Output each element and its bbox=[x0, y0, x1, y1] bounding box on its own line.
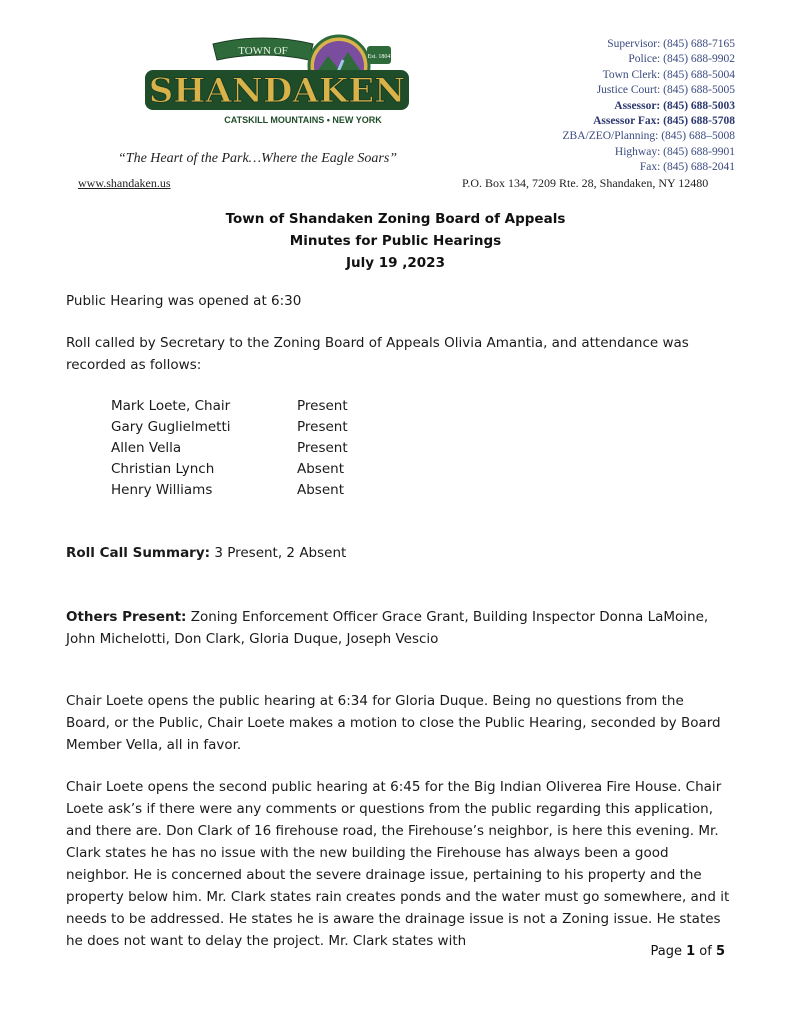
member-name: Henry Williams bbox=[111, 482, 213, 498]
contact-line: Assessor Fax: (845) 688-5708 bbox=[593, 115, 735, 128]
logo-est-text: Est. 1804 bbox=[367, 54, 391, 60]
page-total: 5 bbox=[715, 944, 725, 959]
contact-line: Supervisor: (845) 688-7165 bbox=[607, 38, 735, 50]
title-line-board: Town of Shandaken Zoning Board of Appeals bbox=[225, 211, 566, 227]
logo-banner-text: TOWN OF bbox=[238, 45, 288, 57]
member-name: Gary Guglielmetti bbox=[111, 419, 231, 435]
roll-call-summary bbox=[66, 542, 732, 564]
town-tagline: “The Heart of the Park…Where the Eagle Soars” bbox=[118, 151, 398, 166]
member-status: Present bbox=[297, 398, 348, 414]
website-link[interactable]: www.shandaken.us bbox=[78, 176, 171, 190]
attendance-row bbox=[111, 458, 417, 479]
logo-name: SHANDAKEN bbox=[148, 71, 406, 111]
others-present-label: Others Present: bbox=[66, 609, 187, 625]
attendance-row bbox=[111, 395, 417, 416]
contact-line: Highway: (845) 688-9901 bbox=[614, 145, 735, 158]
document-title bbox=[0, 208, 791, 274]
others-present bbox=[66, 606, 732, 650]
member-name: Christian Lynch bbox=[111, 461, 215, 477]
member-name: Mark Loete, Chair bbox=[111, 398, 231, 414]
attendance-list bbox=[111, 395, 417, 500]
page-number bbox=[651, 944, 726, 959]
member-status: Absent bbox=[297, 461, 344, 477]
roll-summary-value: 3 Present, 2 Absent bbox=[210, 545, 347, 561]
roll-intro: Roll called by Secretary to the Zoning Board of Appeals Olivia Amantia, and attendance was recorded as follows: bbox=[66, 335, 689, 373]
contact-line: Assessor: (845) 688-5003 bbox=[614, 99, 735, 112]
title-line-minutes: Minutes for Public Hearings bbox=[289, 233, 502, 249]
attendance-row bbox=[111, 479, 417, 500]
contact-line: Justice Court: (845) 688-5005 bbox=[596, 84, 735, 97]
title-line-date: July 19 ,2023 bbox=[346, 255, 445, 271]
town-logo bbox=[143, 30, 411, 130]
member-status: Present bbox=[297, 440, 348, 456]
others-present-value: Zoning Enforcement Officer Grace Grant, Building Inspector Donna LaMoine, John Michelotti, Don Clark, Gloria Duque, Joseph Vescio bbox=[66, 609, 709, 647]
page-current: 1 bbox=[686, 944, 696, 959]
paragraph-first-hearing: Chair Loete opens the public hearing at 6:34 for Gloria Duque. Being no questions from the Board, or the Public, Chair Loete makes a motion to close the Public Hearing, seconded by Board Member Vella, all in favor. bbox=[66, 693, 721, 753]
contact-line: Police: (845) 688-9902 bbox=[628, 53, 735, 66]
contact-list bbox=[475, 37, 735, 176]
attendance-row bbox=[111, 437, 417, 458]
contact-line: ZBA/ZEO/Planning: (845) 688–5008 bbox=[562, 130, 735, 143]
opening-statement: Public Hearing was opened at 6:30 bbox=[66, 293, 302, 309]
mailing-address: P.O. Box 134, 7209 Rte. 28, Shandaken, NY 12480 bbox=[462, 176, 709, 190]
paragraph-second-hearing: Chair Loete opens the second public hearing at 6:45 for the Big Indian Oliverea Fire House. Chair Loete ask’s if there were any comments or questions from the public regarding this application, and there are. Don Clark of 16 firehouse road, the Firehouse’s neighbor, is here this evening. Mr. Clark states he has no issue with the new building the Firehouse has always been a good neighbor. He is concerned about the severe drainage issue, pertaining to his property and the property below him. Mr. Clark states rain creates ponds and the water must go somewhere, and it needs to be addressed. He states he is aware the drainage issue is not a Zoning issue. He states he does not want to delay the project. Mr. Clark states with bbox=[66, 779, 730, 949]
member-status: Present bbox=[297, 419, 348, 435]
contact-line: Fax: (845) 688-2041 bbox=[639, 161, 735, 174]
page-of: of bbox=[695, 944, 716, 959]
member-name: Allen Vella bbox=[111, 440, 182, 456]
attendance-row bbox=[111, 416, 417, 437]
contact-line: Town Clerk: (845) 688-5004 bbox=[602, 68, 735, 81]
member-status: Absent bbox=[297, 482, 344, 498]
logo-subtitle: CATSKILL MOUNTAINS • NEW YORK bbox=[224, 115, 382, 125]
roll-summary-label: Roll Call Summary: bbox=[66, 545, 211, 561]
page-label: Page bbox=[650, 944, 687, 959]
